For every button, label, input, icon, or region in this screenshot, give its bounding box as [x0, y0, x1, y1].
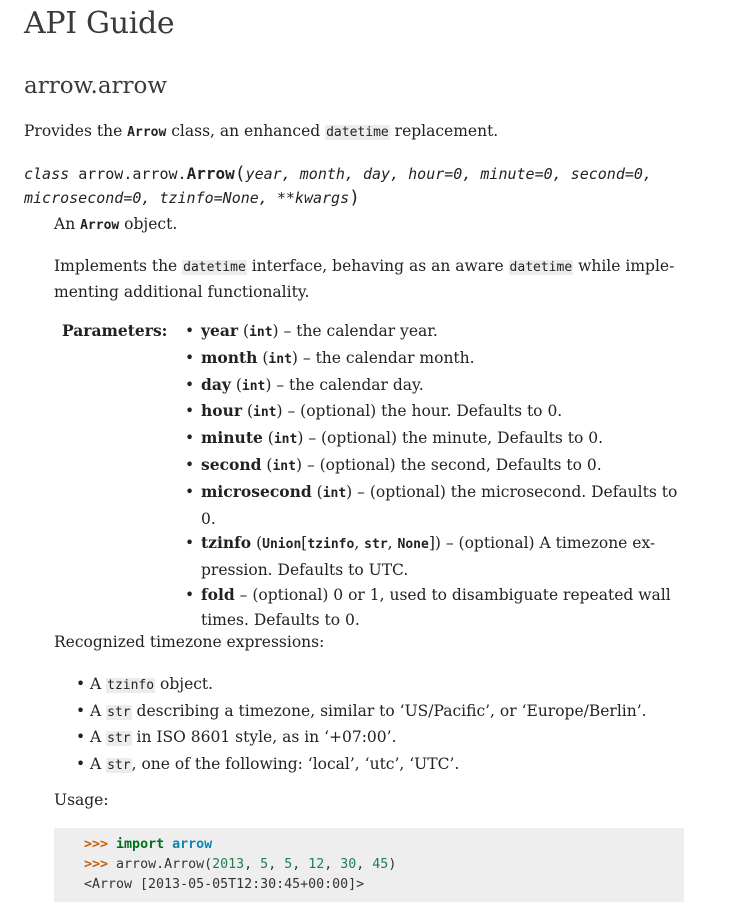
code-line-1: >>> import arrow: [84, 837, 213, 852]
bullet-icon: •: [185, 402, 195, 421]
param-microsecond: • microsecond (int) – (optional) the microsecond. Defaults to 0.: [185, 481, 678, 528]
bullet-icon: •: [185, 348, 195, 367]
param-day: • day (int) – the calendar day.: [185, 373, 685, 400]
implements-paragraph: Implements the datetime interface, behaving as an aware datetime while imple- menting additional functionality.: [54, 257, 675, 301]
param-year: • year (int) – the calendar year.: [185, 319, 685, 346]
timezone-expressions-list: [76, 672, 676, 778]
code-line-2: >>> arrow.Arrow(2013, 5, 5, 12, 30, 45): [84, 857, 397, 872]
bullet-icon: •: [185, 375, 195, 394]
param-fold: • fold – (optional) 0 or 1, used to disambiguate repeated wall times. Defaults to 0.: [185, 584, 671, 629]
page-title: API Guide: [24, 6, 175, 41]
signature-line-2: microsecond=0, tzinfo=None, **kwargs): [24, 187, 360, 208]
bullet-icon: •: [76, 754, 86, 773]
bullet-icon: •: [185, 585, 195, 604]
intro-paragraph: Provides the Arrow class, an enhanced datetime replacement.: [24, 122, 499, 140]
signature-line-1: class arrow.arrow.Arrow(year, month, day, hour=0, minute=0, second=0,: [24, 163, 652, 184]
inline-code-datetime: datetime: [326, 125, 389, 140]
bullet-icon: •: [76, 675, 86, 693]
bullet-icon: •: [76, 728, 86, 747]
bullet-icon: •: [185, 322, 195, 340]
param-second: • second (int) – (optional) the second, Defaults to 0.: [185, 453, 685, 480]
section-title: arrow.arrow: [24, 73, 168, 99]
bullet-icon: •: [185, 482, 195, 501]
bullet-icon: •: [185, 429, 195, 448]
param-minute: • minute (int) – (optional) the minute, Defaults to 0.: [185, 426, 685, 453]
list-item: • A str describing a timezone, similar to ‘US/Pacific’, or ‘Europe/Berlin’.: [76, 699, 676, 726]
parameters-label: Parameters:: [62, 321, 168, 340]
bullet-icon: •: [185, 534, 195, 553]
recognized-timezones-heading: Recognized timezone expressions:: [54, 633, 325, 651]
bullet-icon: •: [76, 701, 86, 720]
parameters-list: [185, 319, 685, 633]
usage-heading: Usage:: [54, 791, 109, 809]
list-item: • A str in ISO 8601 style, as in ‘+07:00’.: [76, 725, 676, 752]
list-item: • A tzinfo object.: [76, 672, 676, 699]
class-description: An Arrow object.: [54, 215, 178, 233]
class-name: Arrow: [186, 164, 235, 183]
param-tzinfo: • tzinfo (Union[tzinfo, str, None]) – (optional) A timezone ex- pression. Defaults to UTC.: [185, 533, 656, 580]
code-example-block: [54, 828, 684, 902]
param-month: • month (int) – the calendar month.: [185, 346, 685, 373]
param-hour: • hour (int) – (optional) the hour. Defaults to 0.: [185, 399, 685, 426]
bullet-icon: •: [185, 455, 195, 474]
class-signature: [24, 162, 714, 210]
inline-code-arrow: Arrow: [127, 125, 167, 140]
list-item: • A str, one of the following: ‘local’, ‘utc’, ‘UTC’.: [76, 752, 676, 779]
code-output-line: <Arrow [2013-05-05T12:30:45+00:00]>: [84, 877, 365, 892]
